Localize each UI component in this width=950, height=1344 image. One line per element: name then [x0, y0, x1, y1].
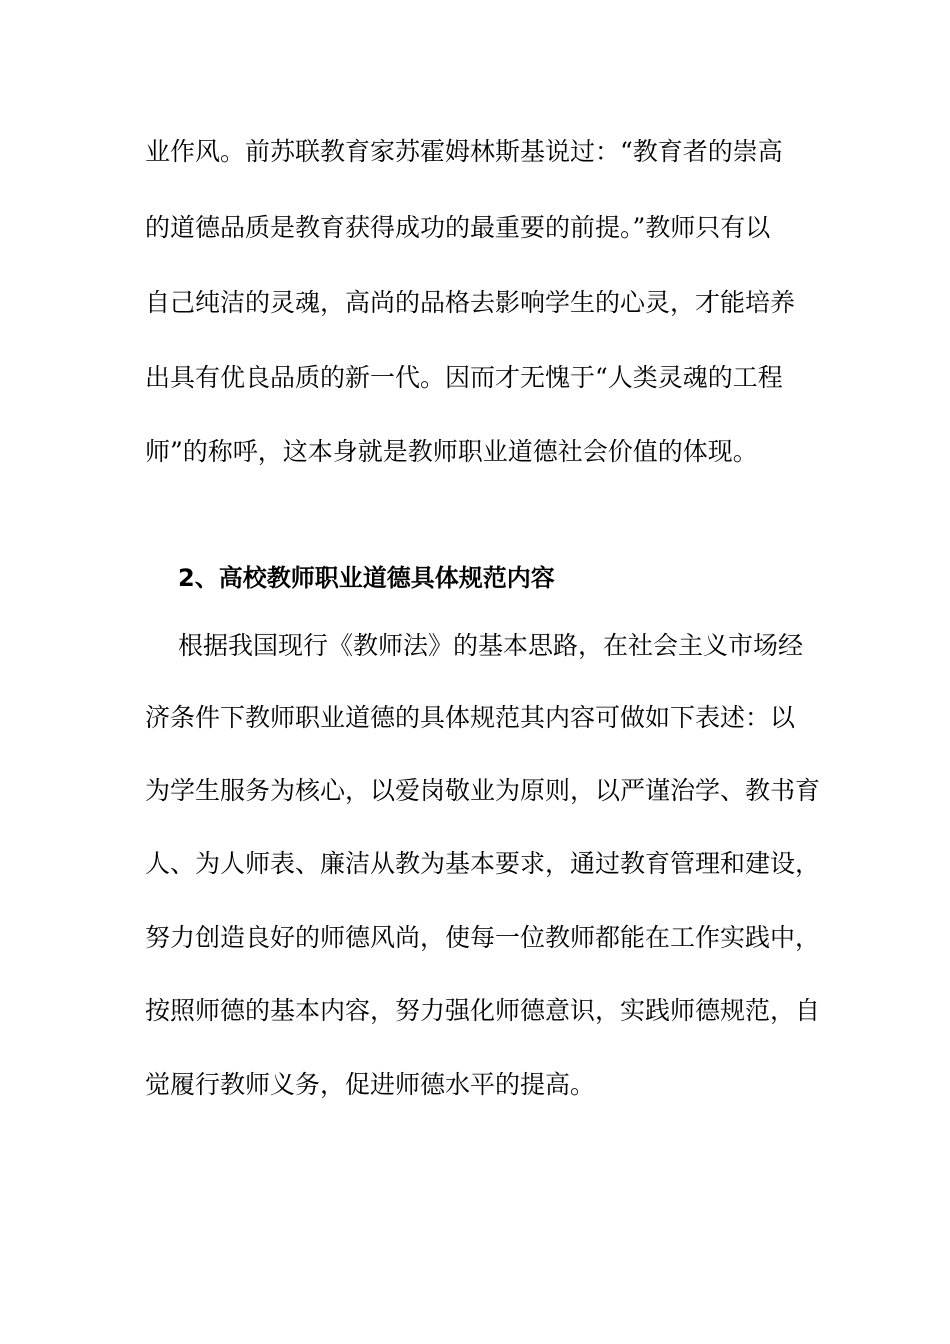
- paragraph-line: 为学生服务为核心，以爱岗敬业为原则，以严谨治学、教书育: [145, 776, 821, 805]
- paragraph-line: 业作风。前苏联教育家苏霍姆林斯基说过：“教育者的崇高: [145, 137, 783, 166]
- paragraph-line: 出具有优良品质的新一代。因而才无愧于“人类灵魂的工程: [145, 363, 783, 392]
- paragraph-line: 的道德品质是教育获得成功的最重要的前提。”教师只有以: [145, 213, 771, 242]
- paragraph-line: 人、为人师表、廉洁从教为基本要求，通过教育管理和建设，: [145, 849, 821, 878]
- paragraph-line: 觉履行教师义务，促进师德水平的提高。: [145, 1070, 596, 1099]
- paragraph-line: 努力创造良好的师德风尚，使每一位教师都能在工作实践中，: [145, 923, 821, 952]
- paragraph-line: 师”的称呼，这本身就是教师职业道德社会价值的体现。: [145, 437, 758, 466]
- paragraph-line: 济条件下教师职业道德的具体规范其内容可做如下表述：以: [145, 703, 796, 732]
- paragraph-line: 按照师德的基本内容，努力强化师德意识，实践师德规范，自: [145, 996, 821, 1025]
- paragraph-line: 自己纯洁的灵魂，高尚的品格去影响学生的心灵，才能培养: [145, 288, 796, 317]
- paragraph-line: 根据我国现行《教师法》的基本思路，在社会主义市场经: [178, 631, 804, 660]
- section-heading: 2、高校教师职业道德具体规范内容: [178, 564, 555, 592]
